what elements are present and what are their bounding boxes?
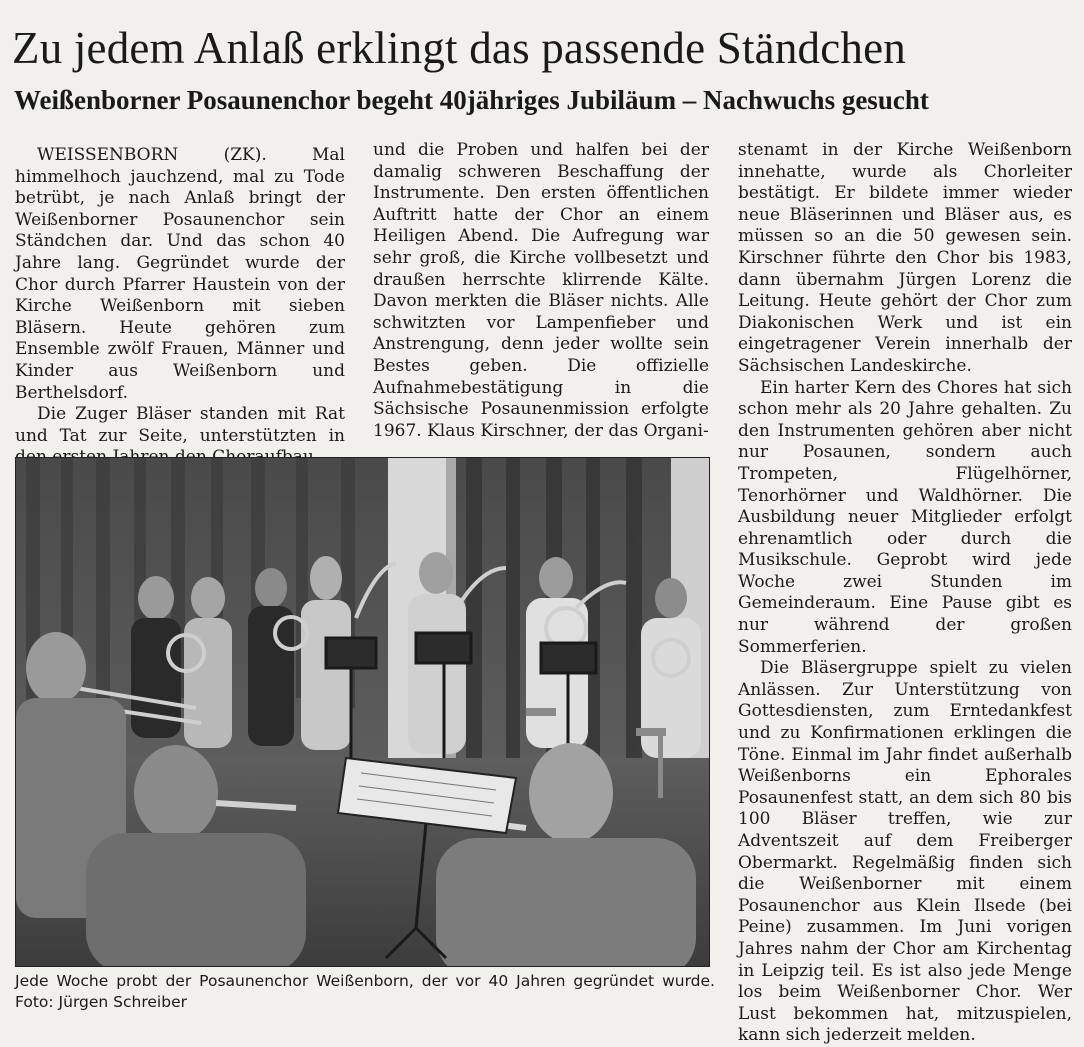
subheadline: Weißenborner Posaunenchor begeht 40jähriges Jubiläum – Nachwuchs gesucht [14, 85, 929, 115]
text-column-2 [373, 140, 709, 442]
paragraph: und die Proben und halfen bei der damalig schweren Beschaffung der Instrumente. Den ersten öffentlichen Auftritt hatte der Chor an einem Heiligen Abend. Die Aufregung war sehr groß, die Kirche vollbesetzt und draußen herrschte klirrende Kälte. Davon merkten die Bläser nichts. Alle schwitzten vor Lampenfieber und Anstrengung, denn jeder wollte sein Bestes geben. Die offizielle Aufnahmebestätigung in die Sächsische Posaunenmission erfolgte 1967. Klaus Kirschner, der das Organi- [373, 140, 709, 441]
photo-brass-choir [15, 457, 710, 967]
paragraph: Ein harter Kern des Chores hat sich schon mehr als 20 Jahre gehalten. Zu den Instrumenten gehören aber nicht nur Posaunen, sondern auch Trompeten, Flügelhörner, Tenorhörner und Waldhörner. Die Ausbildung neuer Mitglieder erfolgt ehrenamtlich oder durch die Musikschule. Geprobt wird jede Woche zwei Stunden im Gemeinderaum. Eine Pause gibt es nur während der großen Sommerferien. [738, 377, 1072, 657]
text-column-3 [738, 140, 1072, 1047]
photo-illustration [16, 458, 709, 966]
paragraph: Die Bläsergruppe spielt zu vielen Anlässen. Zur Unterstützung von Gottesdiensten, zum Erntedankfest und zu Konfirmationen erklingen die Töne. Einmal im Jahr findet außerhalb Weißenborns ein Ephorales Posaunenfest statt, an dem sich 80 bis 100 Bläser treffen, wie zur Adventszeit auf dem Freiberger Obermarkt. Regelmäßig finden sich die Weißenborner mit einem Posaunenchor aus Klein Ilsede (bei Peine) zusammen. Im Juni vorigen Jahres nahm der Chor am Kirchentag in Leipzig teil. Es ist also jede Menge los beim Weißenborner Chor. Wer Lust bekommen hat, mitzuspielen, kann sich jederzeit melden. [738, 658, 1072, 1046]
paragraph: stenamt in der Kirche Weißenborn innehatte, wurde als Chorleiter bestätigt. Er bildete immer wieder neue Bläserinnen und Bläser aus, es müssen so an die 50 gewesen sein. Kirschner führte den Chor bis 1983, dann übernahm Jürgen Lorenz die Leitung. Heute gehört der Chor zum Diakonischen Werk und ist ein eingetragener Verein innerhalb der Sächsischen Landeskirche. [738, 140, 1072, 376]
text-column-1 [15, 145, 345, 469]
photo-caption: Jede Woche probt der Posaunenchor Weißenborn, der vor 40 Jahren gegründet wurde. Foto: Jürgen Schreiber [15, 972, 715, 1011]
paragraph: Die Zuger Bläser standen mit Rat und Tat zur Seite, unterstützten in [15, 404, 345, 446]
headline: Zu jedem Anlaß erklingt das passende Ständchen [12, 23, 906, 73]
paragraph: WEISSENBORN (ZK). Mal himmelhoch jauchzend, mal zu Tode betrübt, je nach Anlaß bringt der Weißenborner Posaunenchor sein Ständchen dar. Und das schon 40 Jahre lang. Gegründet wurde der Chor durch Pfarrer Haustein von der Kirche Weißenborn mit sieben Bläsern. Heute gehören zum Ensemble zwölf Frauen, Männer und Kinder aus Weißenborn und Berthelsdorf. [15, 145, 345, 403]
